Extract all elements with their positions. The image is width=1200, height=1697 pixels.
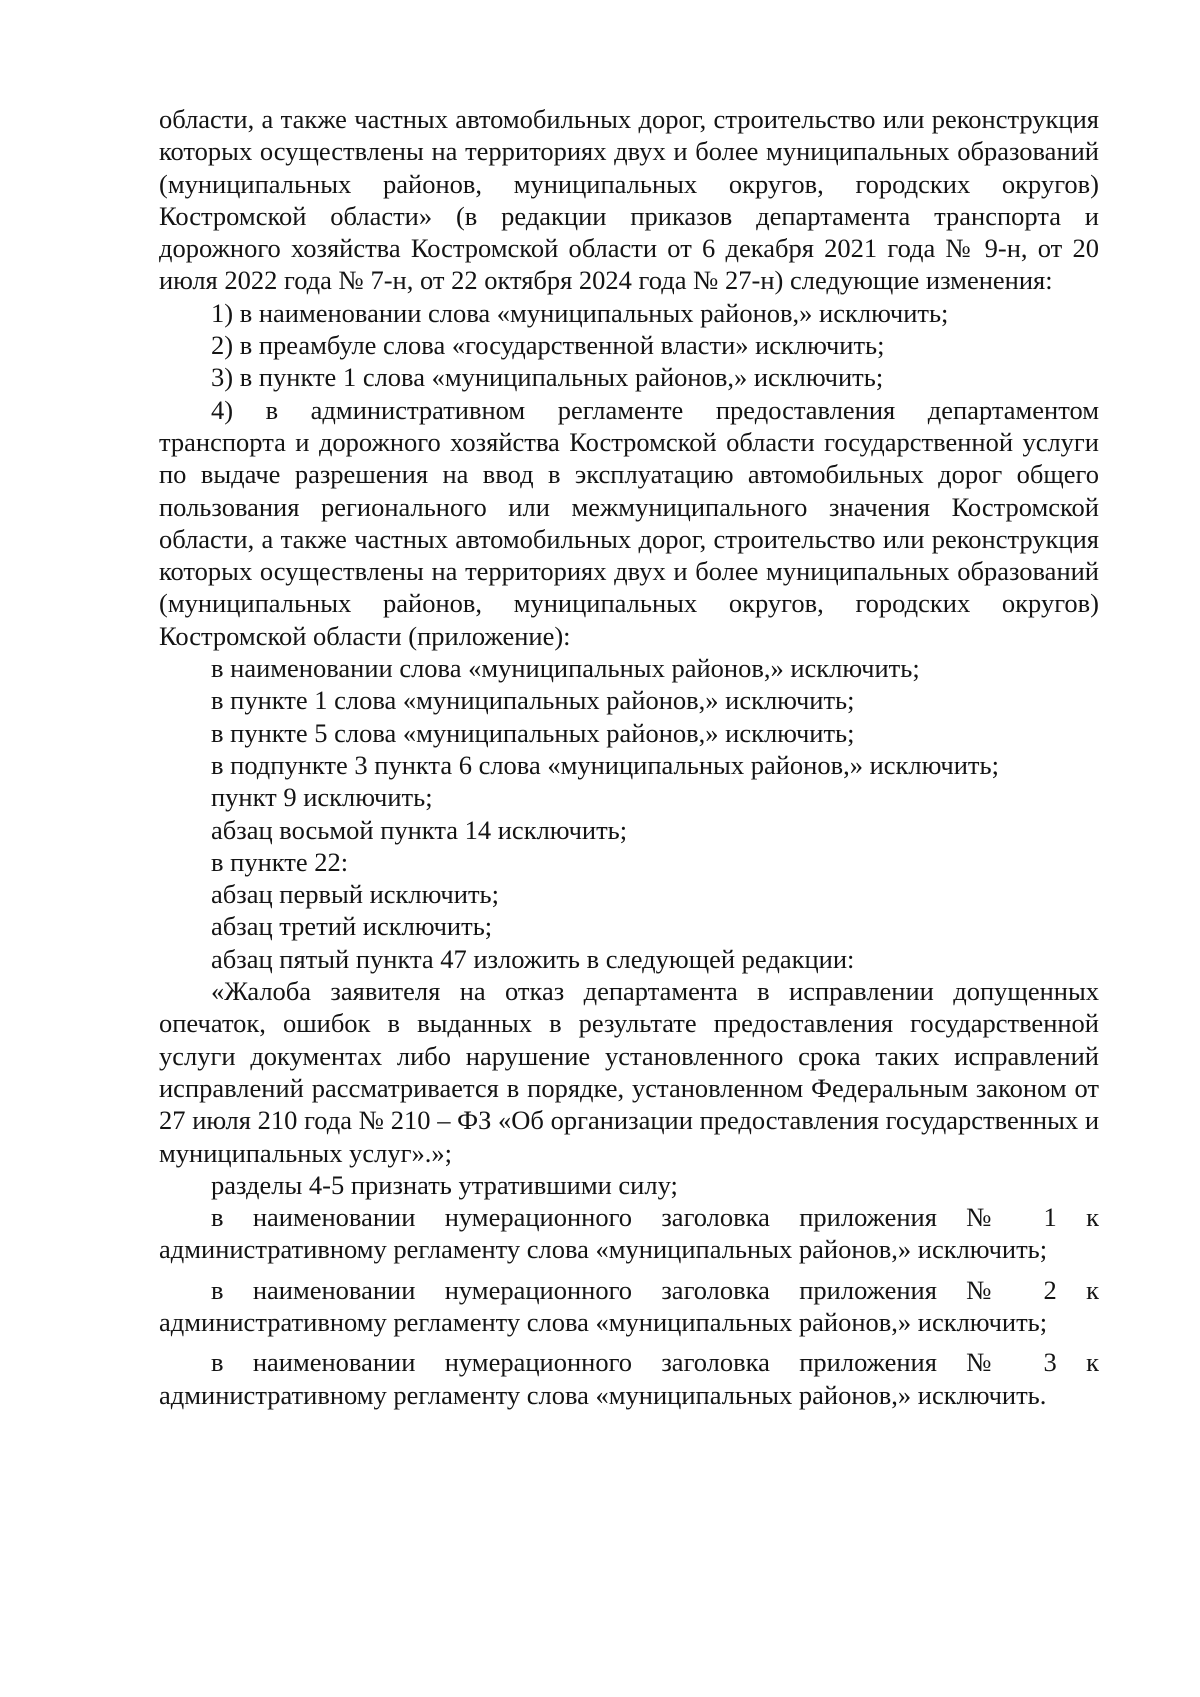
paragraph-item-4: 4) в административном регламенте предоставления департаментом транспорта и дорожного хозяйства Костромской области государственной услуги по выдаче разрешения на ввод в эксплуатацию автомобильных дорог общего пользования регионального или межмуниципального значения Костромской области, а также частных автомобильных дорог, строительство или реконструкция которых осуществлены на территориях двух и более муниципальных образований (муниципальных районов, муниципальных округов, городских округов) Костромской области (приложение): [159, 394, 1099, 651]
paragraph-intro: области, а также частных автомобильных дорог, строительство или реконструкция которых осуществлены на территориях двух и более муниципальных образований (муниципальных районов, муниципальных округов, городских округов) Костромской области» (в редакции приказов департамента транспорта и дорожного хозяйства Костромской области от 6 декабря 2021 года № 9-н, от 20 июля 2022 года № 7-н, от 22 октября 2024 года № 27-н) следующие изменения: [159, 104, 1099, 296]
paragraph-item-2: 2) в преамбуле слова «государственной власти» исключить; [211, 330, 885, 361]
paragraph-annex-2: в наименовании нумерационного заголовка приложения № 2 к административному регламенту слова «муниципальных районов,» исключить; [159, 1274, 1099, 1337]
paragraph-amendment: разделы 4-5 признать утратившими силу; [211, 1169, 678, 1200]
paragraph-annex-3: в наименовании нумерационного заголовка приложения № 3 к административному регламенту слова «муниципальных районов,» исключить. [159, 1347, 1099, 1410]
paragraph-amendment: абзац пятый пункта 47 изложить в следующей редакции: [211, 943, 855, 974]
paragraph-item-3: 3) в пункте 1 слова «муниципальных районов,» исключить; [211, 362, 884, 393]
paragraph-amendment: в пункте 22: [211, 846, 349, 877]
paragraph-amendment: абзац третий исключить; [211, 911, 493, 942]
paragraph-quoted-text: «Жалоба заявителя на отказ департамента в исправлении допущенных опечаток, ошибок в выданных в результате предоставления государственной услуги документах либо нарушение установленного срока таких исправлений исправлений рассматривается в порядке, установленном Федеральным законом от 27 июля 210 года № 210 – ФЗ «Об организации предоставления государственных и муниципальных услуг».»; [159, 976, 1099, 1168]
paragraph-annex-1: в наименовании нумерационного заголовка приложения № 1 к административному регламенту слова «муниципальных районов,» исключить; [159, 1202, 1099, 1265]
paragraph-amendment: абзац восьмой пункта 14 исключить; [211, 814, 628, 845]
paragraph-amendment: в пункте 1 слова «муниципальных районов,» исключить; [211, 685, 855, 716]
paragraph-amendment: в подпункте 3 пункта 6 слова «муниципальных районов,» исключить; [211, 749, 999, 780]
paragraph-amendment: в пункте 5 слова «муниципальных районов,» исключить; [211, 717, 855, 748]
paragraph-amendment: абзац первый исключить; [211, 879, 499, 910]
document-body [159, 103, 1099, 1411]
paragraph-item-1: 1) в наименовании слова «муниципальных районов,» исключить; [211, 297, 949, 328]
paragraph-amendment: в наименовании слова «муниципальных районов,» исключить; [211, 653, 920, 684]
paragraph-amendment: пункт 9 исключить; [211, 782, 433, 813]
